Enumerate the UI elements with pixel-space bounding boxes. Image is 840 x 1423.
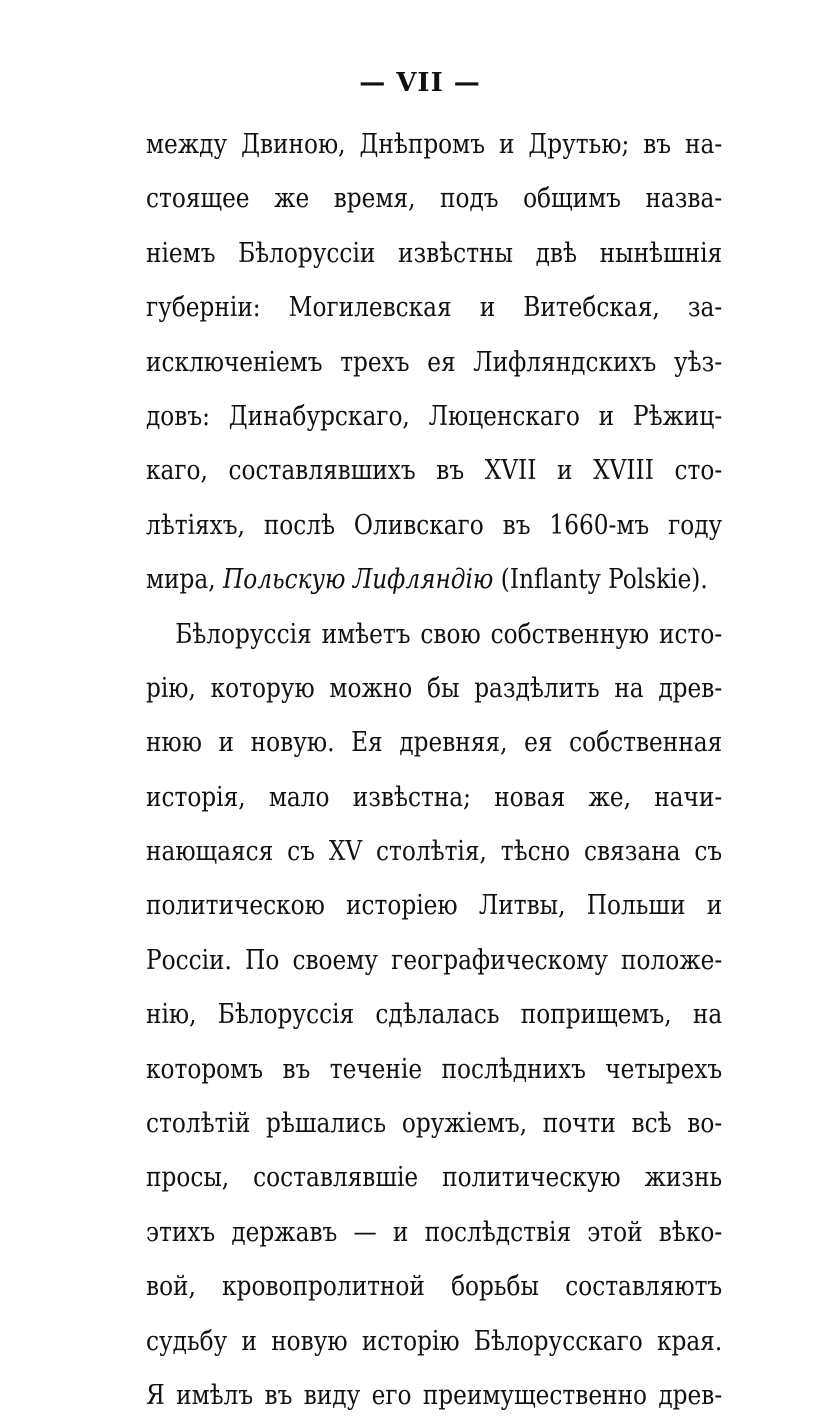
- text-line: исключеніемъ трехъ ея Лифляндскихъ уѣз-: [146, 346, 723, 378]
- text-line: Россіи. По своему географическому положе-: [146, 944, 723, 976]
- text-line: политическою исторіею Литвы, Польши и: [146, 890, 723, 922]
- text-line-with-italic: [146, 553, 722, 607]
- text-line: ніемъ Бѣлоруссіи извѣстны двѣ нынѣшнія: [146, 237, 723, 269]
- paragraph-2: [146, 608, 722, 1423]
- text-line: нюю и новую. Ея древняя, ея собственная: [146, 727, 723, 759]
- text-line: этихъ державъ — и послѣдствія этой вѣко-: [146, 1216, 723, 1248]
- text-line: нающаяся съ XV столѣтія, тѣсно связана съ: [146, 836, 723, 868]
- text-line: судьбу и новую исторію Бѣлорусскаго края.: [146, 1325, 723, 1357]
- text-line: стоящее же время, подъ общимъ назва-: [146, 183, 723, 215]
- text-line: между Двиною, Днѣпромъ и Друтью; въ на-: [146, 129, 723, 160]
- text-line: каго, составлявшихъ въ XVII и XVIII сто-: [146, 455, 723, 487]
- text-line: нію, Бѣлоруссія сдѣлалась поприщемъ, на: [146, 999, 723, 1031]
- text-line: Бѣлоруссія имѣетъ свою собственную исто-: [175, 618, 723, 650]
- text-line: лѣтіяхъ, послѣ Оливскаго въ 1660-мъ году: [146, 509, 723, 541]
- text-line: Я имѣлъ въ виду его преимущественно древ-: [146, 1379, 723, 1411]
- text-line: довъ: Динабурскаго, Люценскаго и Рѣжиц-: [146, 400, 723, 432]
- body-text: [146, 118, 722, 1423]
- text-line: рію, которую можно бы раздѣлить на древ-: [146, 672, 723, 704]
- text-line: которомъ въ теченіе послѣднихъ четырехъ: [146, 1053, 723, 1085]
- text-line: исторія, мало извѣстна; новая же, начи-: [146, 781, 723, 813]
- text-run: (Inflanty Polskie).: [493, 564, 708, 596]
- italic-phrase: Польскую Лифляндію: [223, 564, 494, 596]
- paragraph-1: [146, 118, 722, 608]
- text-line: вой, кровопролитной борьбы составляютъ: [146, 1271, 723, 1303]
- text-run: мира,: [146, 564, 224, 596]
- text-line: просы, составлявшіе политическую жизнь: [146, 1162, 723, 1194]
- text-line: губерніи: Могилевская и Витебская, за-: [146, 292, 723, 324]
- text-line: столѣтій рѣшались оружіемъ, почти всѣ во-: [146, 1108, 723, 1140]
- page-number: — VII —: [359, 68, 481, 98]
